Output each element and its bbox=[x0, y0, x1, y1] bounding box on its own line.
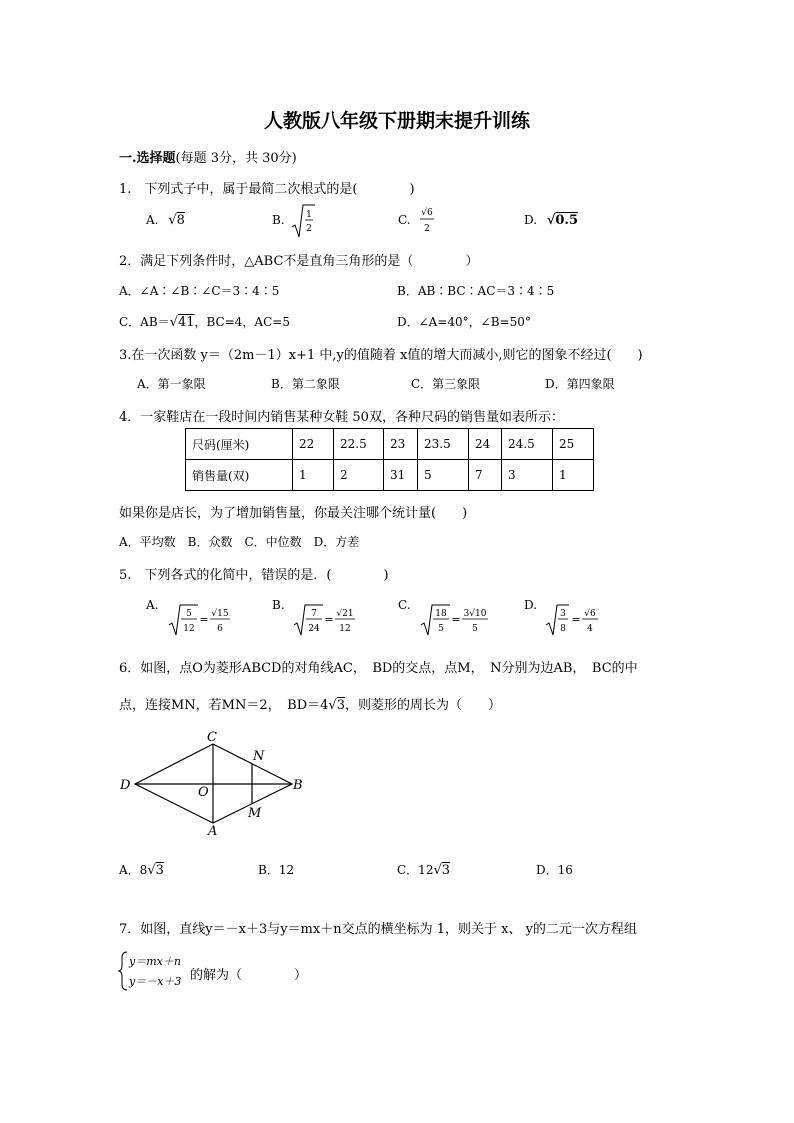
q5-option-c-letter: C. bbox=[398, 598, 411, 612]
q5-option-b-expr bbox=[293, 603, 363, 637]
q7-equation-system bbox=[119, 950, 199, 992]
denominator: 6 bbox=[217, 624, 223, 634]
q6-option-c bbox=[397, 861, 450, 878]
table-cell: 5 bbox=[418, 460, 469, 491]
q2-option-d: D．∠A=40°，∠B=50° bbox=[397, 315, 531, 329]
section-heading bbox=[119, 147, 297, 166]
denominator: 2 bbox=[306, 224, 312, 234]
equals-sign: = bbox=[199, 613, 209, 626]
denominator: 2 bbox=[424, 224, 430, 234]
table-cell: 25 bbox=[553, 429, 594, 460]
q3-option-c: C．第三象限 bbox=[411, 377, 481, 391]
q1-option-a bbox=[146, 213, 185, 228]
radicand: 3 bbox=[155, 863, 164, 878]
q1-option-c-fraction bbox=[417, 203, 439, 237]
q2-option-c bbox=[119, 313, 290, 330]
option-text: ，BC=4，AC=5 bbox=[194, 315, 290, 329]
denominator: 4 bbox=[587, 624, 593, 634]
option-text: C．12 bbox=[397, 863, 434, 877]
sqrt-expression: √41 bbox=[169, 315, 195, 330]
table-cell: 24.5 bbox=[502, 429, 553, 460]
option-text: A．8 bbox=[119, 863, 148, 877]
q1-option-c bbox=[398, 213, 411, 227]
q4-follow: 如果你是店长，为了增加销售量，你最关注哪个统计量( ) bbox=[119, 506, 468, 521]
q5-option-a-letter: A. bbox=[146, 598, 159, 612]
table-cell: 7 bbox=[469, 460, 502, 491]
numerator: 1 bbox=[306, 210, 312, 220]
sqrt-expression: √0.5 bbox=[546, 213, 579, 228]
q6-option-d: D．16 bbox=[536, 863, 573, 877]
q1-option-b-radical bbox=[291, 203, 317, 239]
sqrt-expression: √8 bbox=[168, 213, 185, 228]
radicand: 3 bbox=[336, 698, 345, 713]
q6-option-b: B．12 bbox=[258, 863, 295, 877]
table-cell: 1 bbox=[293, 460, 334, 491]
radicand: 8 bbox=[176, 213, 185, 228]
q6-option-a bbox=[119, 861, 164, 878]
q5-option-d-letter: D. bbox=[524, 598, 538, 612]
q2-option-a: A．∠A∶∠B∶∠C＝3∶4∶5 bbox=[119, 284, 280, 298]
q6-line2 bbox=[119, 694, 501, 713]
section-title: 一.选择题 bbox=[119, 151, 176, 166]
rhombus-figure bbox=[110, 728, 310, 843]
q6-text: ，则菱形的周长为（ ） bbox=[344, 698, 501, 713]
q5-option-b-letter: B. bbox=[272, 598, 285, 612]
table-cell: 2 bbox=[334, 460, 384, 491]
q3-option-a: A．第一象限 bbox=[137, 377, 206, 391]
section-note: (每题 3分，共 30分) bbox=[175, 151, 297, 166]
table-cell: 24 bbox=[469, 429, 502, 460]
label-n: N bbox=[253, 749, 265, 764]
q6-text: 点，连接MN，若MN＝2， BD＝4 bbox=[119, 698, 329, 713]
option-letter: B. bbox=[272, 213, 285, 227]
table-row bbox=[186, 460, 594, 491]
q1-option-b bbox=[272, 213, 285, 227]
q2-stem: 2．满足下列条件时，△ABC不是直角三角形的是（ ） bbox=[119, 254, 479, 269]
q3-option-b: B．第二象限 bbox=[271, 377, 340, 391]
table-cell: 1 bbox=[553, 460, 594, 491]
label-c: C bbox=[207, 730, 217, 745]
table-cell: 23 bbox=[384, 429, 418, 460]
q2-option-b: B．AB∶BC∶AC＝3∶4∶5 bbox=[397, 284, 555, 298]
numerator: √21 bbox=[336, 609, 354, 619]
numerator: 7 bbox=[311, 609, 317, 619]
q5-stem: 5. 下列各式的化简中，错误的是．( ) bbox=[119, 568, 389, 583]
equation-2: y＝－x＋3 bbox=[129, 975, 182, 988]
sqrt-expression: √3 bbox=[147, 863, 164, 878]
label-o: O bbox=[198, 785, 209, 800]
option-letter: C. bbox=[398, 213, 411, 227]
numerator: 18 bbox=[435, 609, 447, 619]
option-letter: D. bbox=[524, 213, 538, 227]
denominator: 24 bbox=[308, 624, 320, 634]
label-a: A bbox=[208, 824, 218, 839]
table-cell: 销售量(双) bbox=[186, 460, 293, 491]
q5-option-d-expr bbox=[545, 603, 605, 637]
numerator: √6 bbox=[584, 609, 596, 619]
page-title: 人教版八年级下册期末提升训练 bbox=[263, 110, 530, 132]
numerator: 3 bbox=[560, 609, 566, 619]
table-cell: 22 bbox=[293, 429, 334, 460]
equals-sign: = bbox=[324, 613, 334, 626]
q4-stem: 4．一家鞋店在一段时间内销售某种女鞋 50双，各种尺码的销售量如表所示： bbox=[119, 410, 564, 425]
numerator: 5 bbox=[186, 609, 192, 619]
radicand: 41 bbox=[177, 315, 195, 330]
radicand: 3 bbox=[441, 863, 451, 878]
sqrt-expression: √3 bbox=[328, 698, 345, 713]
q7-stem: 7．如图，直线y＝－x＋3与y＝mx＋n交点的横坐标为 1，则关于 x、 y的二元一次方程组 bbox=[119, 922, 637, 937]
numerator: √6 bbox=[421, 208, 433, 218]
radicand: 0.5 bbox=[555, 213, 579, 228]
q6-line1: 6．如图，点O为菱形ABCD的对角线AC， BD的交点，点M， N分别为边AB， BC的中 bbox=[119, 661, 638, 676]
q3-stem: 3.在一次函数 y＝（2m－1）x+1 中,y的值随着 x值的增大而减小,则它的图象不经过( ) bbox=[119, 348, 643, 363]
q7-tail: 的解为（ ） bbox=[190, 968, 308, 983]
q1-stem: 1. 下列式子中，属于最简二次根式的是( ) bbox=[119, 182, 415, 197]
q5-option-a-expr bbox=[168, 603, 238, 637]
q4-options: A．平均数 B．众数 C．中位数 D．方差 bbox=[119, 535, 360, 549]
table-row bbox=[186, 429, 594, 460]
table-cell: 尺码(厘米) bbox=[186, 429, 293, 460]
numerator: √15 bbox=[211, 609, 229, 619]
label-b: B bbox=[293, 778, 303, 793]
shoe-size-table bbox=[185, 428, 594, 491]
q5-option-c-expr bbox=[420, 603, 492, 637]
option-letter: A. bbox=[146, 213, 159, 227]
denominator: 5 bbox=[472, 624, 478, 634]
label-m: M bbox=[248, 806, 262, 821]
table-cell: 22.5 bbox=[334, 429, 384, 460]
table-cell: 3 bbox=[502, 460, 553, 491]
denominator: 12 bbox=[339, 624, 351, 634]
equation-1: y＝mx＋n bbox=[129, 955, 181, 968]
denominator: 5 bbox=[438, 624, 444, 634]
q1-option-d bbox=[524, 213, 578, 228]
q3-option-d: D．第四象限 bbox=[545, 377, 615, 391]
equals-sign: = bbox=[571, 613, 581, 626]
option-text: C．AB＝ bbox=[119, 315, 170, 329]
denominator: 12 bbox=[183, 624, 195, 634]
numerator: 3√10 bbox=[463, 609, 487, 619]
sqrt-expression: √3 bbox=[433, 863, 451, 878]
table-cell: 23.5 bbox=[418, 429, 469, 460]
denominator: 8 bbox=[560, 624, 566, 634]
label-d: D bbox=[120, 778, 131, 793]
table-cell: 31 bbox=[384, 460, 418, 491]
equals-sign: = bbox=[451, 613, 461, 626]
